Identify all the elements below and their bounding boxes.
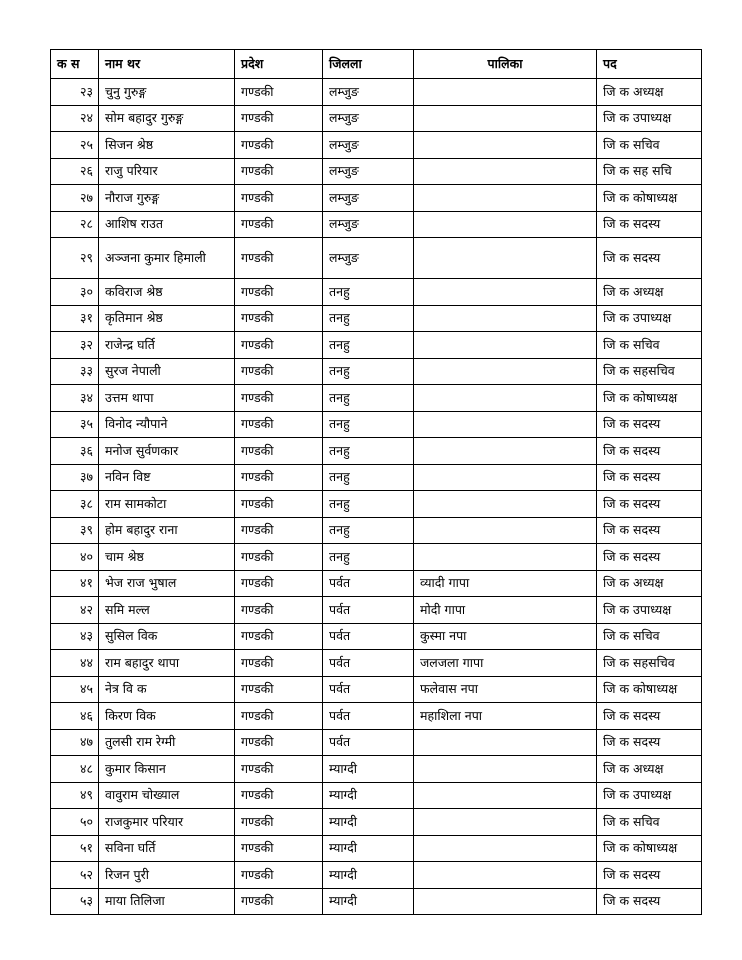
cell-palika: फलेवास नपा	[414, 676, 597, 703]
cell-province: गण्डकी	[235, 756, 323, 783]
cell-district: म्याग्दी	[323, 782, 414, 809]
cell-serial: ४५	[51, 676, 99, 703]
cell-serial: ३८	[51, 491, 99, 518]
cell-post: जि क सदस्य	[597, 211, 702, 238]
table-row	[51, 332, 702, 359]
cell-palika	[414, 185, 597, 212]
cell-name: माया तिलिजा	[99, 888, 235, 915]
cell-palika	[414, 211, 597, 238]
cell-palika	[414, 491, 597, 518]
table-row	[51, 279, 702, 306]
cell-name: चाम श्रेष्ठ	[99, 544, 235, 571]
cell-province: गण्डकी	[235, 623, 323, 650]
cell-district: तनहु	[323, 438, 414, 465]
cell-palika: जलजला गापा	[414, 650, 597, 677]
cell-post: जि क सहसचिव	[597, 358, 702, 385]
cell-province: गण्डकी	[235, 464, 323, 491]
cell-palika	[414, 756, 597, 783]
cell-name: समि मल्ल	[99, 597, 235, 624]
cell-district: तनहु	[323, 358, 414, 385]
cell-province: गण्डकी	[235, 411, 323, 438]
cell-post: जि क सदस्य	[597, 544, 702, 571]
cell-name: कुमार किसान	[99, 756, 235, 783]
table-row	[51, 862, 702, 889]
cell-district: लम्जुङ	[323, 185, 414, 212]
cell-district: लम्जुङ	[323, 132, 414, 159]
cell-palika	[414, 517, 597, 544]
cell-post: जि क अध्यक्ष	[597, 79, 702, 106]
cell-district: पर्वत	[323, 703, 414, 730]
cell-palika	[414, 79, 597, 106]
cell-serial: ४८	[51, 756, 99, 783]
table-row	[51, 544, 702, 571]
cell-district: म्याग्दी	[323, 888, 414, 915]
table-row	[51, 809, 702, 836]
cell-name: होम बहादुर राना	[99, 517, 235, 544]
cell-palika	[414, 305, 597, 332]
cell-serial: २८	[51, 211, 99, 238]
header-palika: पालिका	[414, 50, 597, 79]
cell-province: गण्डकी	[235, 862, 323, 889]
cell-province: गण्डकी	[235, 105, 323, 132]
cell-post: जि क सदस्य	[597, 888, 702, 915]
cell-post: जि क कोषाध्यक्ष	[597, 835, 702, 862]
cell-province: गण्डकी	[235, 158, 323, 185]
cell-serial: ४६	[51, 703, 99, 730]
member-table	[50, 49, 702, 915]
cell-serial: ३१	[51, 305, 99, 332]
cell-post: जि क सह सचि	[597, 158, 702, 185]
cell-name: रिजन पुरी	[99, 862, 235, 889]
cell-province: गण्डकी	[235, 332, 323, 359]
cell-name: विनोद न्यौपाने	[99, 411, 235, 438]
cell-province: गण्डकी	[235, 438, 323, 465]
table-row	[51, 676, 702, 703]
cell-post: जि क सदस्य	[597, 729, 702, 756]
cell-province: गण्डकी	[235, 305, 323, 332]
cell-name: कविराज श्रेष्ठ	[99, 279, 235, 306]
cell-province: गण्डकी	[235, 385, 323, 412]
cell-palika: मोदी गापा	[414, 597, 597, 624]
cell-palika	[414, 158, 597, 185]
cell-palika	[414, 544, 597, 571]
cell-post: जि क सदस्य	[597, 703, 702, 730]
cell-serial: ३३	[51, 358, 99, 385]
cell-province: गण्डकी	[235, 729, 323, 756]
cell-name: कृतिमान श्रेष्ठ	[99, 305, 235, 332]
cell-province: गण्डकी	[235, 238, 323, 279]
cell-palika	[414, 132, 597, 159]
cell-district: म्याग्दी	[323, 835, 414, 862]
cell-name: नविन विष्ट	[99, 464, 235, 491]
cell-district: लम्जुङ	[323, 158, 414, 185]
cell-palika	[414, 411, 597, 438]
cell-post: जि क कोषाध्यक्ष	[597, 385, 702, 412]
cell-province: गण्डकी	[235, 835, 323, 862]
cell-district: तनहु	[323, 411, 414, 438]
cell-district: तनहु	[323, 491, 414, 518]
cell-serial: २६	[51, 158, 99, 185]
cell-post: जि क सदस्य	[597, 464, 702, 491]
cell-post: जि क कोषाध्यक्ष	[597, 185, 702, 212]
cell-province: गण्डकी	[235, 185, 323, 212]
cell-post: जि क सचिव	[597, 132, 702, 159]
cell-serial: ३९	[51, 517, 99, 544]
cell-name: नौराज गुरुङ्ग	[99, 185, 235, 212]
cell-post: जि क उपाध्यक्ष	[597, 305, 702, 332]
cell-name: भेज राज भुषाल	[99, 570, 235, 597]
table-row	[51, 650, 702, 677]
cell-district: तनहु	[323, 305, 414, 332]
cell-name: सविना घर्ति	[99, 835, 235, 862]
cell-province: गण्डकी	[235, 132, 323, 159]
cell-district: तनहु	[323, 517, 414, 544]
cell-palika	[414, 358, 597, 385]
cell-province: गण्डकी	[235, 676, 323, 703]
cell-name: चुनु गुरुङ्ग	[99, 79, 235, 106]
table-row	[51, 570, 702, 597]
cell-name: तुलसी राम रेग्मी	[99, 729, 235, 756]
header-serial: क स	[51, 50, 99, 79]
cell-name: उत्तम थापा	[99, 385, 235, 412]
cell-palika: कुस्मा नपा	[414, 623, 597, 650]
cell-name: सोम बहादुर गुरुङ्ग	[99, 105, 235, 132]
cell-district: तनहु	[323, 464, 414, 491]
header-name: नाम थर	[99, 50, 235, 79]
cell-name: राम बहादुर थापा	[99, 650, 235, 677]
cell-province: गण्डकी	[235, 491, 323, 518]
cell-serial: ३४	[51, 385, 99, 412]
cell-serial: ५३	[51, 888, 99, 915]
cell-province: गण्डकी	[235, 544, 323, 571]
cell-serial: ४३	[51, 623, 99, 650]
cell-district: लम्जुङ	[323, 211, 414, 238]
cell-name: सुसिल विक	[99, 623, 235, 650]
cell-name: आशिष राउत	[99, 211, 235, 238]
cell-name: राजेन्द्र घर्ति	[99, 332, 235, 359]
cell-post: जि क सदस्य	[597, 238, 702, 279]
cell-name: सुरज नेपाली	[99, 358, 235, 385]
table-row	[51, 703, 702, 730]
table-row	[51, 385, 702, 412]
cell-palika	[414, 385, 597, 412]
cell-post: जि क सचिव	[597, 623, 702, 650]
table-row	[51, 105, 702, 132]
table-row	[51, 238, 702, 279]
cell-district: तनहु	[323, 544, 414, 571]
cell-post: जि क उपाध्यक्ष	[597, 782, 702, 809]
cell-district: लम्जुङ	[323, 238, 414, 279]
cell-post: जि क सदस्य	[597, 862, 702, 889]
cell-province: गण्डकी	[235, 597, 323, 624]
cell-name: राजु परियार	[99, 158, 235, 185]
cell-district: तनहु	[323, 332, 414, 359]
cell-post: जि क सचिव	[597, 809, 702, 836]
cell-district: तनहु	[323, 385, 414, 412]
cell-post: जि क कोषाध्यक्ष	[597, 676, 702, 703]
table-row	[51, 158, 702, 185]
cell-serial: २९	[51, 238, 99, 279]
cell-name: अञ्जना कुमार हिमाली	[99, 238, 235, 279]
table-row	[51, 411, 702, 438]
cell-post: जि क अध्यक्ष	[597, 570, 702, 597]
cell-district: पर्वत	[323, 570, 414, 597]
header-post: पद	[597, 50, 702, 79]
cell-province: गण्डकी	[235, 809, 323, 836]
cell-serial: ३६	[51, 438, 99, 465]
table-body	[51, 79, 702, 915]
cell-district: म्याग्दी	[323, 862, 414, 889]
cell-palika	[414, 238, 597, 279]
cell-palika	[414, 809, 597, 836]
table-row	[51, 888, 702, 915]
cell-district: म्याग्दी	[323, 756, 414, 783]
cell-serial: ४७	[51, 729, 99, 756]
cell-palika	[414, 729, 597, 756]
table-row	[51, 358, 702, 385]
cell-serial: ३०	[51, 279, 99, 306]
table-row	[51, 782, 702, 809]
table-row	[51, 464, 702, 491]
table-row	[51, 438, 702, 465]
cell-palika	[414, 279, 597, 306]
cell-serial: २७	[51, 185, 99, 212]
cell-name: नेत्र वि क	[99, 676, 235, 703]
cell-province: गण्डकी	[235, 570, 323, 597]
cell-post: जि क सदस्य	[597, 491, 702, 518]
cell-province: गण्डकी	[235, 211, 323, 238]
cell-serial: ३७	[51, 464, 99, 491]
cell-serial: २४	[51, 105, 99, 132]
cell-province: गण्डकी	[235, 358, 323, 385]
cell-palika	[414, 835, 597, 862]
table-row	[51, 132, 702, 159]
cell-province: गण्डकी	[235, 782, 323, 809]
cell-serial: २३	[51, 79, 99, 106]
cell-post: जि क अध्यक्ष	[597, 279, 702, 306]
cell-serial: ५१	[51, 835, 99, 862]
cell-serial: ३२	[51, 332, 99, 359]
cell-province: गण्डकी	[235, 888, 323, 915]
table-row	[51, 185, 702, 212]
table-row	[51, 835, 702, 862]
cell-palika	[414, 888, 597, 915]
cell-province: गण्डकी	[235, 79, 323, 106]
cell-serial: ४२	[51, 597, 99, 624]
cell-palika	[414, 332, 597, 359]
cell-name: सिजन श्रेष्ठ	[99, 132, 235, 159]
table-row	[51, 623, 702, 650]
cell-post: जि क उपाध्यक्ष	[597, 597, 702, 624]
table-row	[51, 517, 702, 544]
cell-palika: महाशिला नपा	[414, 703, 597, 730]
cell-province: गण्डकी	[235, 517, 323, 544]
cell-post: जि क उपाध्यक्ष	[597, 105, 702, 132]
cell-serial: ५०	[51, 809, 99, 836]
table-row	[51, 756, 702, 783]
cell-district: लम्जुङ	[323, 79, 414, 106]
cell-palika	[414, 782, 597, 809]
cell-district: पर्वत	[323, 650, 414, 677]
cell-name: वावुराम चोख्याल	[99, 782, 235, 809]
cell-post: जि क अध्यक्ष	[597, 756, 702, 783]
header-province: प्रदेश	[235, 50, 323, 79]
cell-name: किरण विक	[99, 703, 235, 730]
cell-district: पर्वत	[323, 597, 414, 624]
cell-province: गण्डकी	[235, 703, 323, 730]
cell-palika: व्यादी गापा	[414, 570, 597, 597]
cell-serial: २५	[51, 132, 99, 159]
cell-serial: ४०	[51, 544, 99, 571]
cell-palika	[414, 464, 597, 491]
cell-district: पर्वत	[323, 729, 414, 756]
cell-post: जि क सहसचिव	[597, 650, 702, 677]
cell-serial: ४९	[51, 782, 99, 809]
cell-post: जि क सचिव	[597, 332, 702, 359]
cell-palika	[414, 105, 597, 132]
header-row	[51, 50, 702, 79]
table-row	[51, 305, 702, 332]
cell-district: पर्वत	[323, 676, 414, 703]
cell-province: गण्डकी	[235, 279, 323, 306]
cell-post: जि क सदस्य	[597, 411, 702, 438]
cell-palika	[414, 862, 597, 889]
table-row	[51, 79, 702, 106]
cell-name: राम सामकोटा	[99, 491, 235, 518]
cell-district: पर्वत	[323, 623, 414, 650]
header-district: जिलला	[323, 50, 414, 79]
cell-serial: ४१	[51, 570, 99, 597]
cell-name: मनोज सुर्वणकार	[99, 438, 235, 465]
cell-post: जि क सदस्य	[597, 438, 702, 465]
cell-serial: ४४	[51, 650, 99, 677]
cell-district: तनहु	[323, 279, 414, 306]
table-row	[51, 211, 702, 238]
cell-district: लम्जुङ	[323, 105, 414, 132]
cell-palika	[414, 438, 597, 465]
table-row	[51, 729, 702, 756]
cell-post: जि क सदस्य	[597, 517, 702, 544]
cell-name: राजकुमार परियार	[99, 809, 235, 836]
cell-serial: ५२	[51, 862, 99, 889]
cell-district: म्याग्दी	[323, 809, 414, 836]
table-row	[51, 597, 702, 624]
table-row	[51, 491, 702, 518]
cell-serial: ३५	[51, 411, 99, 438]
cell-province: गण्डकी	[235, 650, 323, 677]
